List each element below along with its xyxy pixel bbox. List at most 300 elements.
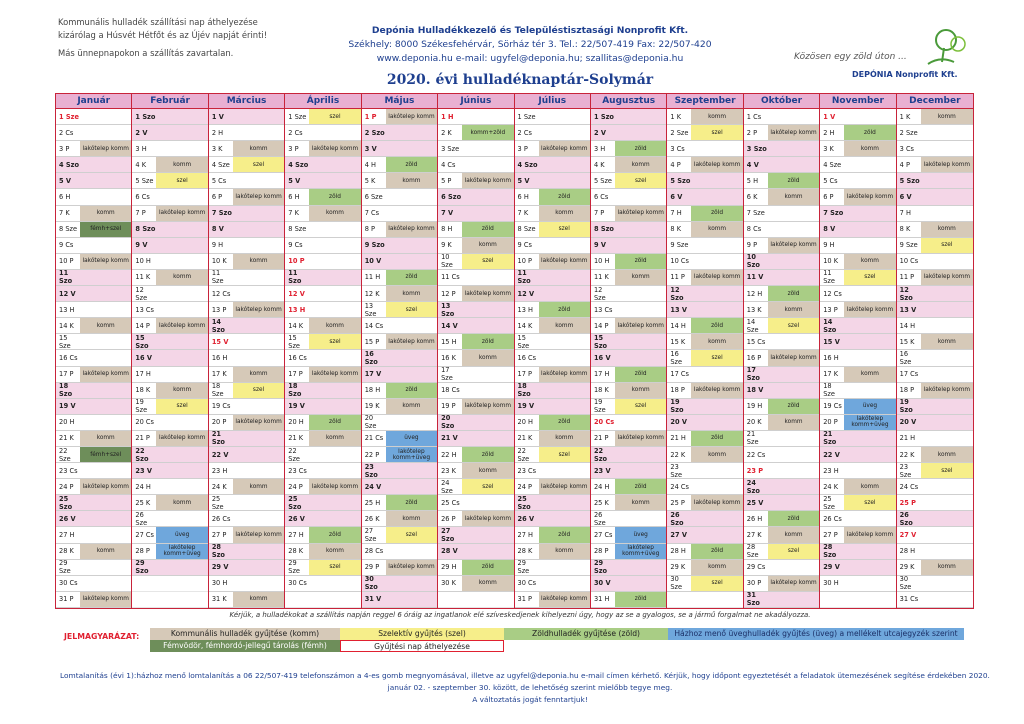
- day-date: 30: [823, 579, 832, 588]
- day-number: [591, 113, 615, 121]
- day-weekday: H: [833, 466, 839, 475]
- day-weekday: P: [69, 482, 74, 491]
- day-cell: [56, 222, 131, 238]
- day-date: 8: [517, 225, 522, 234]
- day-cell: [515, 125, 590, 141]
- day-date: 29: [823, 563, 833, 572]
- day-weekday: K: [294, 209, 299, 218]
- day-weekday: Cs: [69, 466, 78, 475]
- day-number: [56, 547, 80, 555]
- day-number: [820, 193, 844, 201]
- day-cell: [897, 383, 973, 399]
- no-collection: [462, 527, 513, 542]
- day-cell: [820, 544, 895, 560]
- no-collection: [156, 334, 207, 349]
- day-number: [897, 451, 921, 459]
- collection-tag: lakótelep komm: [921, 270, 973, 285]
- day-number: [209, 257, 233, 265]
- day-number: [820, 579, 844, 587]
- collection-tag: komm: [386, 286, 437, 301]
- day-date: 21: [823, 430, 833, 439]
- day-weekday: V: [448, 209, 454, 218]
- collection-tag: lakótelep komm: [539, 479, 590, 494]
- day-cell: [438, 125, 513, 141]
- day-date: 11: [899, 273, 909, 282]
- no-collection: [233, 222, 284, 237]
- day-number: [515, 209, 539, 217]
- day-weekday: Cs: [375, 547, 384, 556]
- day-date: 15: [288, 333, 297, 342]
- day-cell: [667, 350, 742, 366]
- collection-tag: lakótelep komm: [386, 222, 437, 237]
- day-number: [591, 241, 615, 249]
- day-number: [56, 322, 80, 330]
- day-cell: [362, 592, 437, 608]
- day-weekday: V: [218, 112, 224, 121]
- day-date: 8: [899, 225, 904, 234]
- no-collection: [691, 286, 742, 301]
- day-number: [438, 434, 462, 442]
- day-weekday: Sze: [905, 128, 918, 137]
- day-number: [132, 145, 156, 153]
- day-number: [56, 193, 80, 201]
- day-number: [744, 225, 768, 233]
- month-column: [285, 94, 361, 608]
- day-weekday: Cs: [298, 579, 307, 588]
- month-header: Február: [132, 94, 207, 109]
- day-cell: [132, 511, 207, 527]
- no-collection: [539, 511, 590, 526]
- day-number: [744, 209, 768, 217]
- collection-tag: zöld: [615, 254, 666, 269]
- day-date: 6: [59, 193, 64, 202]
- collection-tag: üveg: [844, 399, 895, 414]
- no-collection: [768, 495, 819, 510]
- day-weekday: Cs: [680, 257, 689, 266]
- collection-tag: lakótelep komm: [233, 415, 284, 430]
- no-collection: [156, 479, 207, 494]
- day-date: 21: [364, 434, 374, 443]
- day-number: [132, 177, 156, 185]
- day-number: [285, 447, 309, 463]
- day-weekday: Sze: [141, 176, 154, 185]
- day-date: 20: [211, 418, 221, 427]
- day-date: 7: [517, 209, 522, 218]
- day-weekday: K: [910, 337, 915, 346]
- day-date: 15: [670, 337, 679, 346]
- day-number: [438, 145, 462, 153]
- collection-tag: lakótelep komm: [386, 109, 437, 124]
- no-collection: [80, 238, 131, 253]
- day-date: 11: [135, 273, 144, 282]
- no-collection: [921, 141, 973, 156]
- no-collection: [844, 350, 895, 365]
- collection-tag: zöld: [691, 544, 742, 559]
- day-number: [132, 286, 156, 302]
- day-number: [667, 563, 691, 571]
- month-column: [744, 94, 820, 608]
- day-number: [56, 483, 80, 491]
- day-weekday: V: [911, 418, 917, 427]
- no-collection: [80, 286, 131, 301]
- day-weekday: P: [680, 273, 685, 282]
- day-date: 23: [746, 466, 756, 475]
- day-number: [56, 495, 80, 511]
- day-weekday: H: [218, 241, 224, 250]
- day-number: [591, 531, 615, 539]
- day-number: [897, 350, 921, 366]
- day-date: 22: [823, 450, 833, 459]
- collection-tag: zöld: [615, 141, 666, 156]
- day-number: [515, 322, 539, 330]
- day-date: 31: [59, 595, 68, 604]
- day-cell: [132, 254, 207, 270]
- no-collection: [233, 399, 284, 414]
- day-cell: [56, 383, 131, 399]
- day-number: [667, 370, 691, 378]
- day-number: [515, 145, 539, 153]
- day-date: 19: [135, 398, 144, 407]
- day-number: [56, 467, 80, 475]
- day-date: 20: [135, 418, 144, 427]
- day-weekday: Sze: [364, 534, 377, 543]
- day-date: 13: [135, 305, 144, 314]
- day-date: 10: [823, 257, 832, 266]
- day-number: [667, 451, 691, 459]
- day-weekday: Cs: [451, 386, 460, 395]
- day-cell: [897, 350, 973, 366]
- day-number: [438, 253, 462, 269]
- day-date: 25: [593, 498, 603, 507]
- day-date: 31: [364, 595, 374, 604]
- day-weekday: K: [145, 273, 151, 282]
- day-weekday: H: [451, 563, 457, 572]
- day-weekday: Cs: [375, 321, 384, 330]
- day-number: [897, 177, 921, 185]
- no-collection: [386, 350, 437, 365]
- day-number: [132, 511, 156, 527]
- no-collection: [233, 350, 284, 365]
- no-collection: [386, 189, 437, 204]
- day-number: [285, 579, 309, 587]
- day-number: [744, 177, 768, 185]
- day-date: 25: [211, 494, 221, 503]
- lomtalanitas-info: [60, 670, 1000, 706]
- day-cell: [820, 141, 895, 157]
- day-number: [667, 129, 691, 137]
- day-weekday: Szo: [517, 277, 531, 286]
- day-cell: [667, 318, 742, 334]
- day-number: [515, 177, 539, 185]
- day-cell: [897, 206, 973, 222]
- day-date: 16: [670, 349, 679, 358]
- legend-zold: Zöldhulladék gyűjtése (zöld): [504, 628, 668, 640]
- day-date: 27: [823, 530, 832, 539]
- collection-tag: lakótelep komm: [156, 318, 207, 333]
- day-date: 17: [670, 370, 679, 379]
- no-collection: [691, 527, 742, 542]
- day-weekday: P: [911, 498, 916, 507]
- day-number: [285, 177, 309, 185]
- no-collection: [768, 431, 819, 446]
- day-date: 5: [135, 176, 140, 185]
- day-weekday: Sze: [517, 567, 530, 576]
- day-weekday: Szo: [670, 518, 684, 527]
- day-weekday: H: [448, 112, 454, 121]
- day-number: [591, 559, 615, 575]
- legend-label: JELMAGYARÁZAT:: [64, 632, 140, 641]
- day-weekday: Szo: [753, 144, 767, 153]
- day-number: [56, 129, 80, 137]
- day-number: [132, 483, 156, 491]
- day-cell: [820, 254, 895, 270]
- day-weekday: Sze: [600, 176, 612, 185]
- day-date: 12: [59, 289, 69, 298]
- day-number: [56, 334, 80, 350]
- day-number: [515, 161, 539, 169]
- day-number: [820, 483, 844, 491]
- no-collection: [156, 367, 207, 382]
- collection-tag: lakótelep komm: [615, 431, 666, 446]
- day-cell: [667, 270, 742, 286]
- no-collection: [309, 576, 360, 591]
- day-cell: [667, 125, 742, 141]
- no-collection: [539, 399, 590, 414]
- day-weekday: Sze: [899, 357, 912, 366]
- day-weekday: P: [222, 305, 227, 314]
- day-number: [515, 290, 539, 298]
- collection-tag: zöld: [386, 270, 437, 285]
- day-cell: [285, 318, 360, 334]
- day-number: [897, 511, 921, 527]
- day-number: [744, 193, 768, 201]
- collection-tag: szel: [768, 544, 819, 559]
- day-number: [56, 579, 80, 587]
- day-number: [897, 209, 921, 217]
- day-date: 10: [59, 257, 68, 266]
- day-date: 14: [670, 321, 679, 330]
- no-collection: [80, 109, 131, 124]
- day-weekday: K: [523, 209, 529, 218]
- day-weekday: Cs: [833, 402, 842, 411]
- day-date: 10: [135, 257, 144, 266]
- day-weekday: Cs: [145, 530, 154, 539]
- collection-tag: komm: [156, 270, 207, 285]
- no-collection: [462, 206, 513, 221]
- day-number: [667, 273, 691, 281]
- no-collection: [921, 302, 973, 317]
- day-cell: [744, 157, 819, 173]
- day-date: 27: [135, 530, 144, 539]
- day-number: [56, 434, 80, 442]
- day-weekday: P: [910, 273, 915, 282]
- day-weekday: V: [830, 112, 836, 121]
- day-number: [285, 257, 309, 265]
- day-cell: [285, 527, 360, 543]
- day-cell: [56, 189, 131, 205]
- collection-tag: komm: [921, 334, 973, 349]
- day-number: [744, 318, 768, 334]
- no-collection: [233, 544, 284, 559]
- day-date: 19: [823, 402, 832, 411]
- day-number: [438, 563, 462, 571]
- collection-tag: komm: [233, 592, 284, 607]
- day-date: 19: [670, 398, 680, 407]
- day-weekday: Sze: [288, 567, 300, 576]
- day-weekday: Sze: [294, 112, 307, 121]
- day-cell: [591, 286, 666, 302]
- day-cell: [132, 302, 207, 318]
- day-number: [56, 531, 80, 539]
- day-weekday: Sze: [517, 454, 530, 463]
- day-weekday: H: [69, 530, 75, 539]
- day-weekday: Szo: [218, 209, 232, 218]
- day-weekday: Szo: [441, 534, 455, 543]
- day-date: 19: [364, 402, 374, 411]
- day-weekday: P: [833, 305, 838, 314]
- day-number: [362, 257, 386, 265]
- no-collection: [462, 270, 513, 285]
- day-weekday: V: [834, 337, 840, 346]
- day-cell: [56, 141, 131, 157]
- collection-tag: komm: [921, 447, 973, 462]
- no-collection: [309, 383, 360, 398]
- day-weekday: K: [447, 128, 452, 137]
- day-cell: [515, 286, 590, 302]
- day-number: [285, 547, 309, 555]
- day-number: [744, 591, 768, 607]
- day-cell: [438, 286, 513, 302]
- day-cell: [744, 367, 819, 383]
- no-collection: [615, 511, 666, 526]
- day-cell: [132, 383, 207, 399]
- day-cell: [209, 511, 284, 527]
- collection-tag: lakótelep komm: [615, 206, 666, 221]
- day-date: 31: [211, 595, 221, 604]
- day-number: [285, 145, 309, 153]
- day-weekday: Sze: [211, 277, 224, 286]
- day-number: [591, 193, 615, 201]
- collection-tag: komm: [539, 544, 590, 559]
- collection-tag: komm: [80, 544, 131, 559]
- day-weekday: K: [69, 547, 74, 556]
- day-cell: [667, 334, 742, 350]
- day-number: [897, 241, 921, 249]
- day-weekday: Cs: [371, 209, 380, 218]
- day-cell: [56, 511, 131, 527]
- day-number: [132, 547, 156, 555]
- collection-tag: lakótelep komm: [309, 367, 360, 382]
- day-date: 22: [211, 450, 222, 459]
- day-number: [132, 531, 156, 539]
- day-weekday: Szo: [906, 176, 920, 185]
- day-number: [515, 447, 539, 463]
- day-number: [56, 161, 80, 169]
- day-cell: [515, 350, 590, 366]
- day-number: [285, 334, 309, 350]
- collection-tag: komm: [539, 431, 590, 446]
- day-number: [209, 318, 233, 334]
- day-cell: [362, 157, 437, 173]
- no-collection: [233, 286, 284, 301]
- day-weekday: Szo: [746, 374, 760, 383]
- day-weekday: H: [753, 176, 759, 185]
- day-weekday: P: [141, 209, 146, 218]
- day-number: [362, 499, 386, 507]
- day-weekday: Sze: [676, 241, 689, 250]
- day-weekday: P: [299, 257, 305, 266]
- day-cell: [209, 254, 284, 270]
- day-date: 29: [899, 563, 909, 572]
- collection-tag: zöld: [691, 318, 742, 333]
- day-weekday: P: [218, 193, 223, 202]
- day-cell: [438, 560, 513, 576]
- day-weekday: P: [65, 144, 70, 153]
- day-number: [209, 241, 233, 249]
- day-weekday: Szo: [211, 438, 225, 447]
- day-cell: [362, 511, 437, 527]
- day-date: 11: [593, 273, 603, 282]
- day-cell: [285, 286, 360, 302]
- collection-tag: komm: [539, 318, 590, 333]
- day-cell: [209, 109, 284, 125]
- no-collection: [691, 479, 742, 494]
- day-date: 12: [364, 289, 374, 298]
- day-weekday: Szo: [295, 160, 309, 169]
- day-number: [362, 177, 386, 185]
- day-cell: [285, 206, 360, 222]
- collection-tag: komm: [844, 254, 895, 269]
- day-weekday: H: [69, 305, 75, 314]
- day-cell: [438, 206, 513, 222]
- day-number: [362, 434, 386, 442]
- day-weekday: P: [371, 112, 377, 121]
- day-number: [897, 273, 921, 281]
- collection-tag: zöld: [462, 560, 513, 575]
- day-weekday: H: [910, 434, 916, 443]
- day-weekday: Szo: [371, 128, 385, 137]
- day-number: [897, 193, 921, 201]
- day-date: 25: [517, 494, 527, 503]
- day-cell: [897, 447, 973, 463]
- day-date: 28: [670, 547, 679, 556]
- no-collection: [156, 109, 207, 124]
- day-number: [209, 306, 233, 314]
- day-cell: [820, 270, 895, 286]
- day-cell: [438, 350, 513, 366]
- collection-tag: üveg: [156, 527, 207, 542]
- day-weekday: H: [375, 273, 381, 282]
- day-number: [820, 269, 844, 285]
- day-date: 25: [441, 498, 450, 507]
- no-collection: [921, 206, 973, 221]
- day-weekday: K: [298, 434, 304, 443]
- day-weekday: V: [70, 514, 76, 523]
- day-weekday: Cs: [680, 370, 689, 379]
- day-number: [209, 402, 233, 410]
- day-date: 21: [670, 434, 679, 443]
- day-weekday: Cs: [910, 257, 919, 266]
- day-date: 8: [441, 225, 446, 234]
- collection-tag: zöld: [386, 495, 437, 510]
- day-weekday: Sze: [135, 518, 148, 527]
- no-collection: [309, 173, 360, 188]
- day-date: 3: [593, 144, 599, 153]
- day-date: 7: [823, 209, 828, 218]
- day-weekday: P: [604, 547, 609, 556]
- day-cell: [56, 544, 131, 560]
- day-date: 4: [746, 160, 752, 169]
